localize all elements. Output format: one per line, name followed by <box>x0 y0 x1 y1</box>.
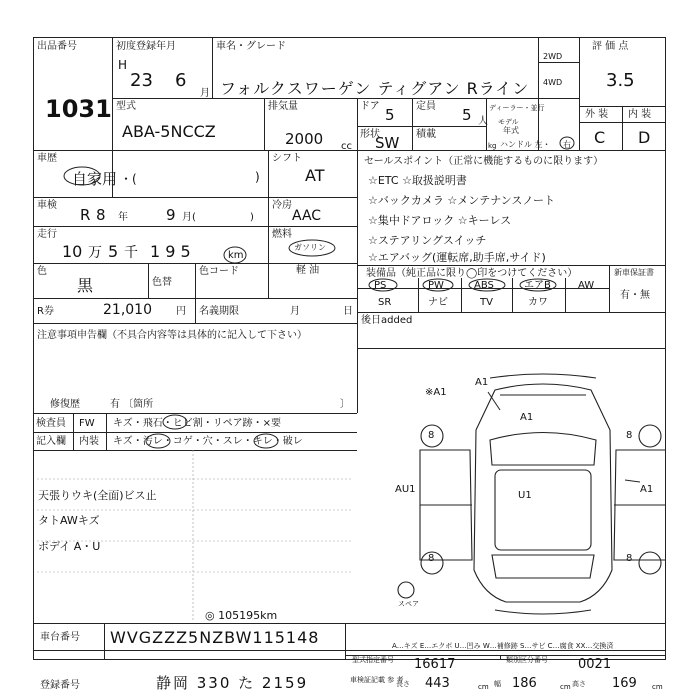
mileage-rest: 1 9 5 <box>150 242 191 261</box>
history-rest: ・( <box>120 172 137 186</box>
shift-value: AT <box>305 166 325 185</box>
ac-value: AAC <box>292 208 322 224</box>
spare-label: スペア <box>398 600 419 608</box>
history-label: 車歴 <box>37 153 57 164</box>
mark-8-fl: 8 <box>428 430 435 441</box>
mark-a1-right: A1 <box>640 484 654 495</box>
mileage-man-unit: 万 <box>88 245 102 261</box>
class-label: 類別区分番号 <box>506 656 548 664</box>
mark-8-rr: 8 <box>626 553 633 564</box>
inspector-label-2: 記入欄 <box>36 436 66 447</box>
inspection-year: 8 <box>96 206 106 224</box>
mark-u1: U1 <box>518 490 532 501</box>
first-reg-year: 23 <box>130 70 153 91</box>
mileage-km-unit: km <box>228 250 244 261</box>
width-label: 幅 <box>494 680 501 688</box>
color-code-label: 色コード <box>199 266 239 277</box>
inspector-fw: FW <box>79 418 95 429</box>
model-id-label: 型式指定番号 <box>352 656 394 664</box>
remark-3: ボデイ A・U <box>38 540 101 553</box>
remarks-lines <box>33 450 357 620</box>
mark-a1-hood: A1 <box>520 412 534 423</box>
model-code-label: 型式 <box>116 101 136 112</box>
shape-value: SW <box>375 134 400 152</box>
equip-airbag: エアB <box>524 280 551 291</box>
wd4-label: 4WD <box>543 78 563 87</box>
mileage-km-circle <box>223 245 247 265</box>
mark-ka1: ※A1 <box>425 387 447 398</box>
model-code: ABA-5NCCZ <box>122 122 216 141</box>
selling-point-1: ☆ETC ☆取扱説明書 <box>368 174 467 187</box>
manual-value: 有・無 <box>620 290 650 301</box>
color-value: 黒 <box>77 276 94 295</box>
grade-value: 3.5 <box>606 70 635 91</box>
r-ticket-label: R券 <box>37 306 54 317</box>
inspector-scuff-circle <box>253 433 279 450</box>
width-unit: cm <box>560 683 571 691</box>
cc-unit: cc <box>341 141 352 152</box>
rear-seat-label: 後日added <box>361 315 413 326</box>
seat-label: 定員 <box>416 101 436 112</box>
equipment-circles <box>368 278 610 292</box>
inspector-stain-circle <box>145 433 171 450</box>
first-reg-era: H <box>118 58 128 72</box>
car-name-label: 車名・グレード <box>216 41 286 52</box>
first-reg-label: 初度登録年月 <box>116 41 176 52</box>
mileage-sen: 5 <box>108 242 119 261</box>
year-label: 年式 <box>503 126 519 135</box>
color-swap-label: 色替 <box>152 277 172 288</box>
equip-leather: カワ <box>528 297 548 308</box>
inspection-label: 車検 <box>37 200 57 211</box>
expiry-label: 名義期限 <box>199 306 239 317</box>
inspection-era: R <box>80 206 91 224</box>
seat-value: 5 <box>462 106 472 124</box>
remark-2: タトAWキズ <box>38 514 100 527</box>
grade-label: 評 価 点 <box>592 41 629 52</box>
damage-legend: A…キズ E…エクボ U…凹み W…補修跡 S…サビ C…腐食 XX…交換済 <box>392 642 614 650</box>
mileage-label: 走行 <box>37 229 57 240</box>
handle-label: ハンドル 左・ <box>500 140 551 149</box>
fuel-petrol: ガソリン <box>294 243 326 252</box>
history-close: ) <box>255 170 260 184</box>
equipment-label: 装備品（純正品に限り◯印をつけてください） <box>366 268 578 279</box>
remark-1: 天張りウキ(全面)ビス止 <box>38 489 157 502</box>
note-label: 注意事項申告欄（不具合内容等は具体的に記入して下さい） <box>37 330 307 341</box>
wd2-label: 2WD <box>543 52 563 61</box>
chassis-value: WVGZZZ5NZBW115148 <box>110 628 320 647</box>
expiry-day-unit: 日 <box>343 306 353 317</box>
r-ticket-value: 21,010 <box>103 302 152 318</box>
mark-8-fr: 8 <box>626 430 633 441</box>
chassis-label: 車台番号 <box>40 632 80 643</box>
seat-unit: 人 <box>478 116 488 127</box>
length-unit: cm <box>478 683 489 691</box>
first-reg-month: 6 <box>175 70 187 91</box>
ext-label: 外 装 <box>585 109 609 120</box>
equip-abs: ABS <box>474 280 494 291</box>
kg-unit: kg <box>488 142 497 150</box>
history-own-circle <box>62 165 102 187</box>
door-label: ドア <box>360 101 380 112</box>
r-ticket-yen: 円 <box>176 306 186 317</box>
color-label: 色 <box>37 266 47 277</box>
repair-label: 修復歴 <box>50 399 80 410</box>
displacement-label: 排気量 <box>268 101 298 112</box>
load-label: 積載 <box>416 129 436 140</box>
selling-point-3: ☆集中ドアロック ☆キーレス <box>368 214 512 227</box>
int-label: 内 装 <box>628 109 652 120</box>
equip-sr: SR <box>378 297 392 308</box>
length-value: 443 <box>425 676 450 691</box>
equip-aw: AW <box>578 280 595 291</box>
mileage-man: 10 <box>62 242 83 261</box>
selling-point-2: ☆バックカメラ ☆メンテナンスノート <box>368 194 556 207</box>
registration-value: 静岡 330 た 2159 <box>156 674 309 692</box>
mark-8-rl: 8 <box>428 553 435 564</box>
mark-a1-top: A1 <box>475 377 489 388</box>
class-value: 0021 <box>578 657 612 672</box>
inspector-chip-circle <box>162 414 188 431</box>
shift-label: シフト <box>272 153 302 164</box>
fuel-petrol-circle <box>287 238 337 258</box>
dealer-label: ディーラー・並行 <box>489 104 545 112</box>
model-id-value: 16617 <box>414 657 456 672</box>
inspection-year-unit: 年 <box>118 212 128 223</box>
ac-label: 冷房 <box>272 200 292 211</box>
mark-au1: AU1 <box>395 484 416 495</box>
manual-label: 新車保証書 <box>614 268 654 277</box>
int-grade: D <box>638 128 651 147</box>
repair-value: 有 〔箇所 <box>110 399 154 410</box>
fuel-diesel: 軽 油 <box>296 265 320 276</box>
registration-label: 登録番号 <box>40 680 80 691</box>
ext-grade: C <box>594 128 606 147</box>
door-value: 5 <box>385 106 395 124</box>
car-name: フォルクスワーゲン ティグアン Rライン <box>220 79 530 98</box>
displacement-value: 2000 <box>285 130 324 148</box>
fuel-label: 燃料 <box>272 229 292 240</box>
reg-ref-label: 車検証記載 参 考 <box>350 676 404 684</box>
inspector-label-1: 検査員 <box>36 418 66 429</box>
selling-point-5: ☆エアバッグ(運転席,助手席,サイド) <box>368 251 546 264</box>
width-value: 186 <box>512 676 537 691</box>
inspection-close: ) <box>250 212 254 223</box>
handle-right-circle <box>559 136 575 150</box>
inspection-month: 9 <box>166 206 176 224</box>
inspector-row-1: キズ・飛石・ヒビ割・リペア跡・×要 <box>113 418 281 429</box>
inspection-month-unit: 月( <box>182 212 196 223</box>
lot-number: 1031 <box>45 95 112 123</box>
handle-right: 右 <box>563 140 571 149</box>
odometer-note: ◎ 105195km <box>205 609 278 622</box>
repair-close: 〕 <box>340 399 350 410</box>
expiry-month-unit: 月 <box>290 306 300 317</box>
height-unit: cm <box>652 683 663 691</box>
equip-pw: PW <box>428 280 444 291</box>
history-own: 自家用 <box>72 170 118 188</box>
mileage-sen-unit: 千 <box>124 245 138 261</box>
lot-label: 出品番号 <box>37 41 77 52</box>
selling-points-title: セールスポイント（正常に機能するものに限ります） <box>364 156 604 167</box>
selling-point-4: ☆ステアリングスイッチ <box>368 234 487 247</box>
equip-navi: ナビ <box>428 297 448 308</box>
equip-ps: PS <box>374 280 387 291</box>
shape-label: 形状 <box>360 129 380 140</box>
height-label: 高さ <box>572 680 586 688</box>
model-year-label: モデル <box>498 118 519 126</box>
inspector-row-2: キズ・汚レ・コゲ・穴・スレ・キレ・破レ <box>113 436 303 447</box>
height-value: 169 <box>612 676 637 691</box>
inspector-interior: 内装 <box>79 436 99 447</box>
first-reg-month-unit: 月 <box>200 88 210 99</box>
length-label: 長さ <box>396 680 410 688</box>
equip-tv: TV <box>480 297 493 308</box>
